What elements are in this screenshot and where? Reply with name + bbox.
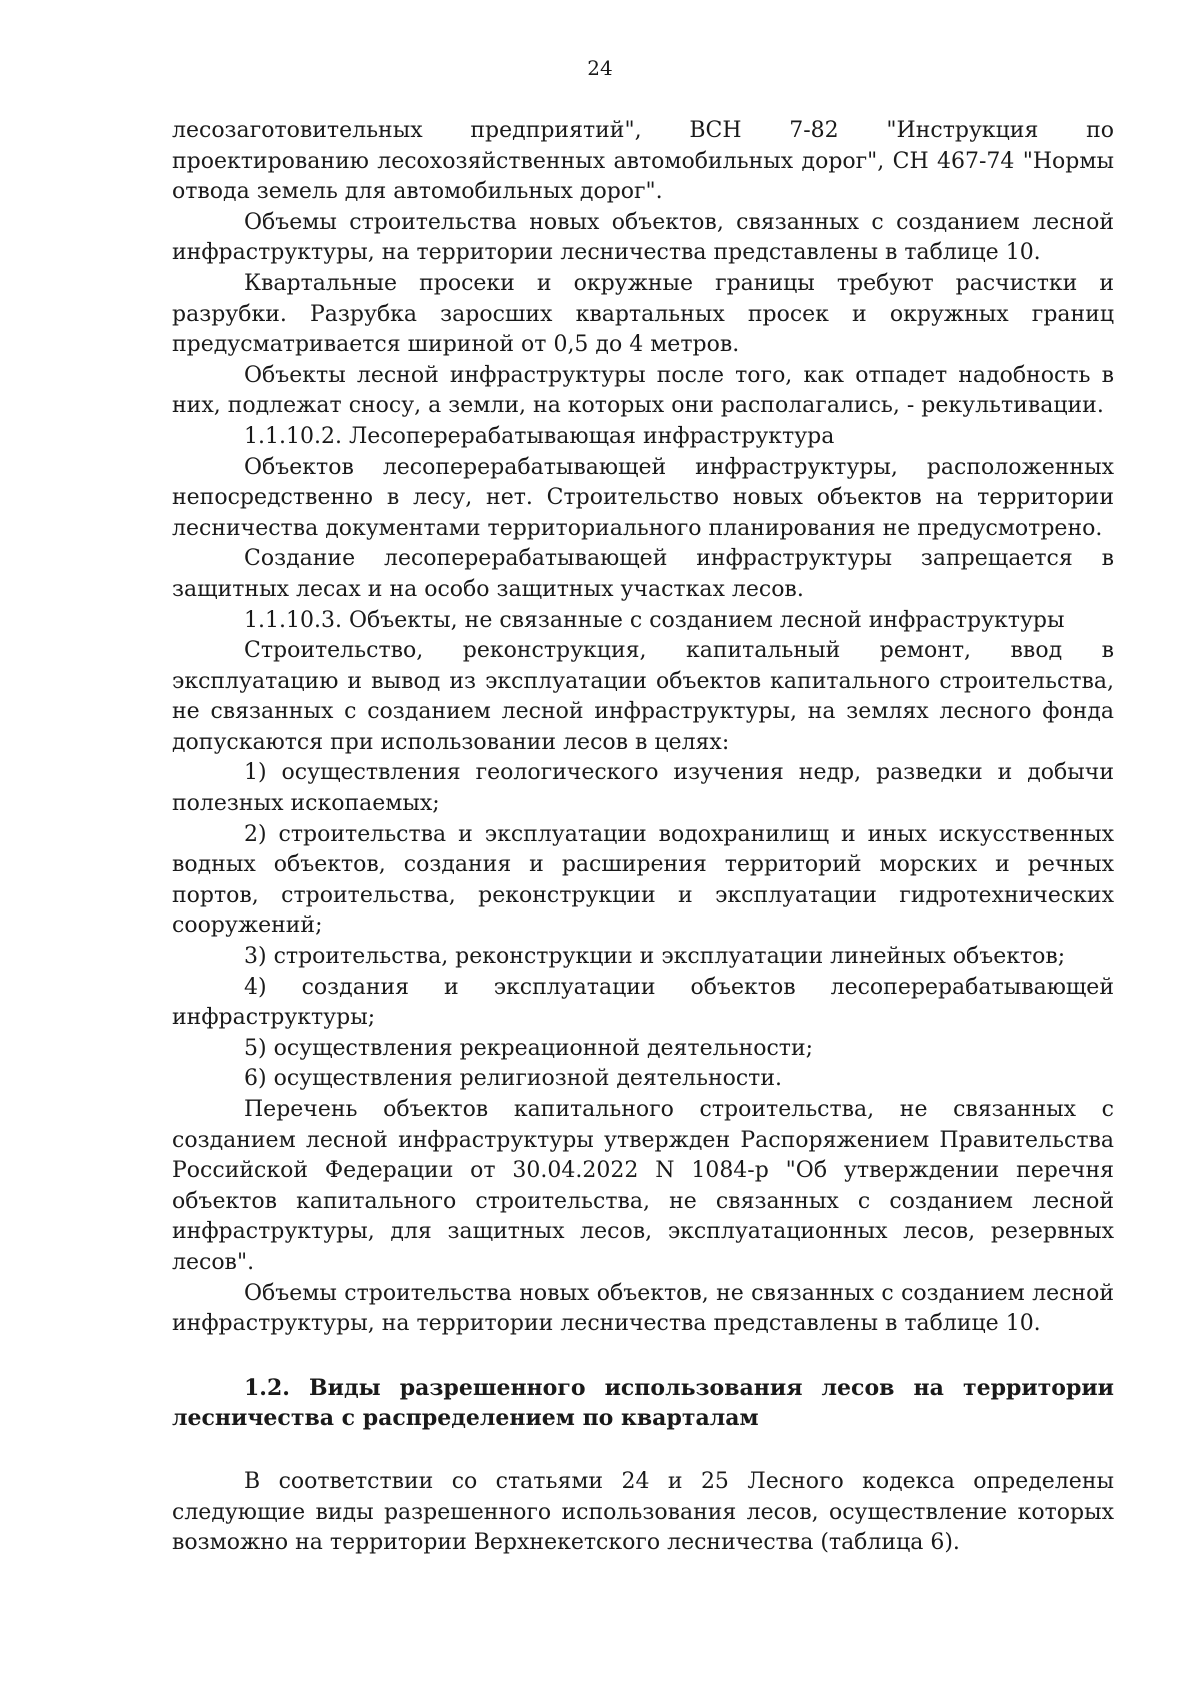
paragraph-7: Создание лесоперерабатывающей инфраструктуры запрещается в защитных лесах и на особо защитных участках лесов.: [172, 546, 1114, 602]
list-item-1: 1) осуществления геологического изучения недр, разведки и добычи полезных ископаемых;: [172, 760, 1114, 817]
list-item-2: 2) строительства и эксплуатации водохранилищ и иных искусственных водных объектов, создания и расширения территорий морских и речных портов, строительства, реконструкции и эксплуатации гидротехнических сооружений;: [172, 821, 1114, 939]
list-item-3: 3) строительства, реконструкции и эксплуатации линейных объектов;: [244, 944, 1066, 970]
list-item-4: 4) создания и эксплуатации объектов лесоперерабатывающей инфраструктуры;: [172, 974, 1114, 1031]
page-number: 24: [587, 56, 613, 80]
section-heading: 1.2. Виды разрешенного использования лесов на территории лесничества с распределением по кварталам: [172, 1374, 1114, 1432]
section-body: В соответствии со статьями 24 и 25 Лесного кодекса определены следующие виды разрешенного использования лесов, осуществление которых возможно на территории Верхнекетского лесничества (таблица 6).: [172, 1468, 1114, 1556]
list-item-5: 5) осуществления рекреационной деятельности;: [244, 1035, 814, 1061]
paragraph-6: Объектов лесоперерабатывающей инфраструктуры, расположенных непосредственно в лесу, нет. Строительство новых объектов на территории лесничества документами территориального планирования не предусмотрено.: [172, 454, 1114, 541]
paragraph-9: Строительство, реконструкция, капитальный ремонт, ввод в эксплуатацию и вывод из эксплуатации объектов капитального строительства, не связанных с созданием лесной инфраструктуры, на землях лесного фонда допускаются при использовании лесов в целях:: [172, 638, 1114, 755]
subsection-title-1-1-10-3: 1.1.10.3. Объекты, не связанные с созданием лесной инфраструктуры: [244, 607, 1065, 633]
list-item-6: 6) осуществления религиозной деятельности.: [244, 1066, 783, 1092]
paragraph-3: Квартальные просеки и окружные границы требуют расчистки и разрубки. Разрубка заросших квартальных просек и окружных границ предусматривается шириной от 0,5 до 4 метров.: [172, 270, 1114, 358]
paragraph-11: Объемы строительства новых объектов, не связанных с созданием лесной инфраструктуры, на территории лесничества представлены в таблице 10.: [172, 1280, 1114, 1337]
document-body: [172, 116, 1114, 1559]
paragraph-2: Объемы строительства новых объектов, связанных с созданием лесной инфраструктуры, на территории лесничества представлены в таблице 10.: [172, 209, 1114, 266]
subsection-title-1-1-10-2: 1.1.10.2. Лесоперерабатывающая инфраструктура: [244, 423, 835, 449]
paragraph-1: лесозаготовительных предприятий", ВСН 7-82 "Инструкция по проектированию лесохозяйственных автомобильных дорог", СН 467-74 "Нормы отвода земель для автомобильных дорог".: [172, 118, 1114, 205]
paragraph-10: Перечень объектов капитального строительства, не связанных с созданием лесной инфраструктуры утвержден Распоряжением Правительства Российской Федерации от 30.04.2022 N 1084-р "Об утверждении перечня объектов капитального строительства, не связанных с созданием лесной инфраструктуры, для защитных лесов, эксплуатационных лесов, резервных лесов".: [172, 1097, 1114, 1275]
paragraph-4: Объекты лесной инфраструктуры после того, как отпадет надобность в них, подлежат сносу, а земли, на которых они располагались, - рекультивации.: [172, 362, 1114, 419]
